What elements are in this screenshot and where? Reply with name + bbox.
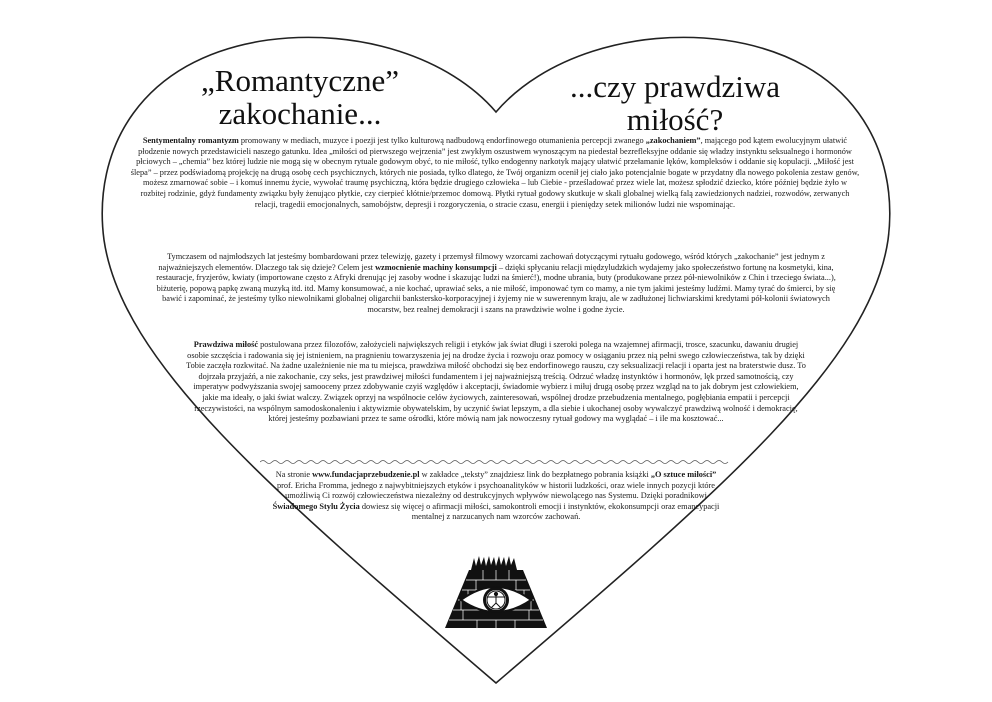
p3-text-1: postulowana przez filozofów, założycieli największych religii i etyków jak świat długi i szeroki polega na wzajemnej afirmacji, trosce, szacunku, dawaniu drugiej osobie szczęścia i radowania się jej istnieniem, na pragnieniu towarzyszenia jej na drodze życia i rozwoju oraz pomocy w osiąganiu przez nią pełni swego człowieczeństwa, tak by dzięki Tobie zaczęła rozkwitać. Na żadne uzależnienie nie ma tu miejsca, prawdziwa miłość obchodzi się bez endorfinowego rauszu, czy seksualizacji relacji i oparta jest na braterstwie dusz. To dojrzała przyjaźń, a nie zakochanie, czy seks, jest prawdziwej miłości fundamentem i jej najważniejszą treścią. Odrzuć władzę instynktów i hormonów, lęk przed samotnością, czy imperatyw podwyższania swojej samooceny przez zdobywanie czyiś względów i akceptacji, świadomie wybierz i miłuj drugą osobę przez wzgląd na to jak dobrym jest człowiekiem, jakie ma ideały, o jaki świat walczy. Związek oprzyj na wspólnocie celów życiowych, zainteresowań, wspólnej drodze przebudzenia mentalnego, pogłębiania empatii i percepcji rzeczywistości, na wspólnym samodoskonaleniu i aktywizmie obywatelskim, by uczynić świat lepszym, a dla siebie i ukochanej osoby wywalczyć prawdziwą wolność i demokrację, której jesteśmy pozbawiani przez te same ośrodki, które mówią nam jak nowoczesny rytuał godowy ma wyglądać – i ile ma kosztować...	[186, 340, 806, 424]
heading-true-love	[555, 70, 795, 136]
paragraph-sentimental-romanticism	[130, 136, 860, 210]
p4-link-website[interactable]: www.fundacjaprzebudzenie.pl	[312, 470, 420, 479]
p4-text-1: Na stronie	[275, 470, 313, 479]
p3-bold-1: Prawdziwa miłość	[193, 340, 259, 349]
heading-romantic-infatuation	[190, 64, 410, 130]
eye-pyramid-icon	[443, 556, 549, 630]
p2-text-1: Tymczasem od najmłodszych lat jesteśmy bombardowani przez telewizję, gazety i przemysł filmowy wzorcami zachowań dotyczącymi rytuału godowego, wśród których „zakochanie” jest jednym z najważniejszych elementów. Dlaczego tak się dzieje? Celem jest	[158, 252, 825, 272]
p2-text-2: – dzięki spłycaniu relacji międzyludzkich wydajemy jako społeczeństwo fortunę na kosmetyki, kina, restauracje, fryzjerów, kwiaty (importowane często z Afryki drenując jej zasoby wodne i skazując ludzi na śmierć!), modne ubrania, buty (produkowane przez pół-niewolników z Chin i trzeciego świata...), biżuterię, popową papkę zwaną muzyką itd. itd. Mamy konsumować, a nie kochać, uprawiać seks, a nie miłość, imponować tym co mamy, a nie tym jakimi jesteśmy ludźmi. Mamy tyrać do śmierci, by się bawić i zapominać, że jesteśmy tylko niewolnikami globalnej oligarchii bankstersko-korporacyjnej i żyjemy nie w suwerennym kraju, ale w zadłużonej lichwiarskimi kredytami pół-kolonii światowych mocarstw, bez realnej demokracji i szans na prawdziwie wolne i godne życie.	[156, 262, 836, 314]
p1-bold-2: „zakochaniem”	[645, 136, 701, 145]
paragraph-true-love	[185, 340, 807, 425]
p4-text-3: prof. Ericha Fromma, jednego z najwybitniejszych etyków i psychoanalityków w historii ludzkości, oraz wiele innych pozycji które umożliwią Ci rozwój człowieczeństwa niezależny od destrukcyjnych wpływów niewolącego nas Systemu. Dzięki poradnikowi	[276, 480, 715, 501]
paragraph-consumption	[150, 252, 842, 316]
heading-left-line1: „Romantyczne”	[201, 63, 399, 98]
p4-text-4: dowiesz się więcej o afirmacji miłości, samokontroli emocji i instynktów, ekokonsumpcji oraz emancypacji mentalnej z narzucanych nam wzorców zachowań.	[359, 501, 720, 522]
paragraph-foundation-info	[272, 470, 720, 523]
p4-bold-guide: Świadomego Stylu Życia	[272, 501, 360, 511]
p4-bold-book: „O sztuce miłości”	[650, 470, 717, 479]
p1-bold-1: Sentymentalny romantyzm	[142, 136, 239, 145]
p4-text-2: w zakładce „teksty” znajdziesz link do bezpłatnego pobrania książki	[419, 470, 651, 479]
heading-left-line2: zakochanie...	[218, 96, 382, 131]
p2-bold-1: wzmocnienie machiny konsumpcji	[375, 262, 497, 272]
p1-text-2: , mającego pod kątem ewolucyjnym ułatwić płodzenie nowych przedstawicieli naszego gatunku. Idea „miłości od pierwszego wejrzenia” jest zwykłym oszustwem wynoszącym na piedestał bezrefleksyjne oddanie się władzy instynktu seksualnego i hormonów płciowych – „chemia” bez której ludzie nie mogą się w obecnym rytuale godowym obyć, to nie miłość, tylko endogenny narkotyk mający ułatwić przełamanie lęków, kompleksów i oddanie się kopulacji. „Miłość jest ślepa” – przez podświadomą projekcję na drugą osobę cech psychicznych, których nie posiada, tylko dlatego, że Twój organizm ocenił jej ciało jako potencjalnie bogate w przydatny dla nowego pokolenia zestaw genów, możesz zmarnować sobie – i komuś innemu życie, wywołać traumę psychiczną, która będzie drugiego człowieka – lub Ciebie - prześladować przez wiele lat, możesz spłodzić dziecko, które później będzie żyło w rozbitej rodzinie, gdyż fundamenty związku były żenująco płytkie, czy cierpieć kłótnie/przemoc domową. Płytki rytuał godowy skutkuje w skali globalnej wielką falą zawiedzionych nadziei, rozwodów, zerwanych relacji, tragedii emocjonalnych, samobójstw, depresji i rozgoryczenia, o stracie czasu, energii i pieniędzy setek milionów ludzi nie wspominając.	[130, 136, 860, 209]
heading-right-line2: miłość?	[626, 102, 724, 137]
wave-divider-icon	[260, 458, 730, 466]
heading-right-line1: ...czy prawdziwa	[569, 69, 780, 104]
p1-text-1: promowany w mediach, muzyce i poezji jest tylko kulturową nadbudową endorfinowego otumanienia percepcji zwanego	[238, 136, 646, 145]
